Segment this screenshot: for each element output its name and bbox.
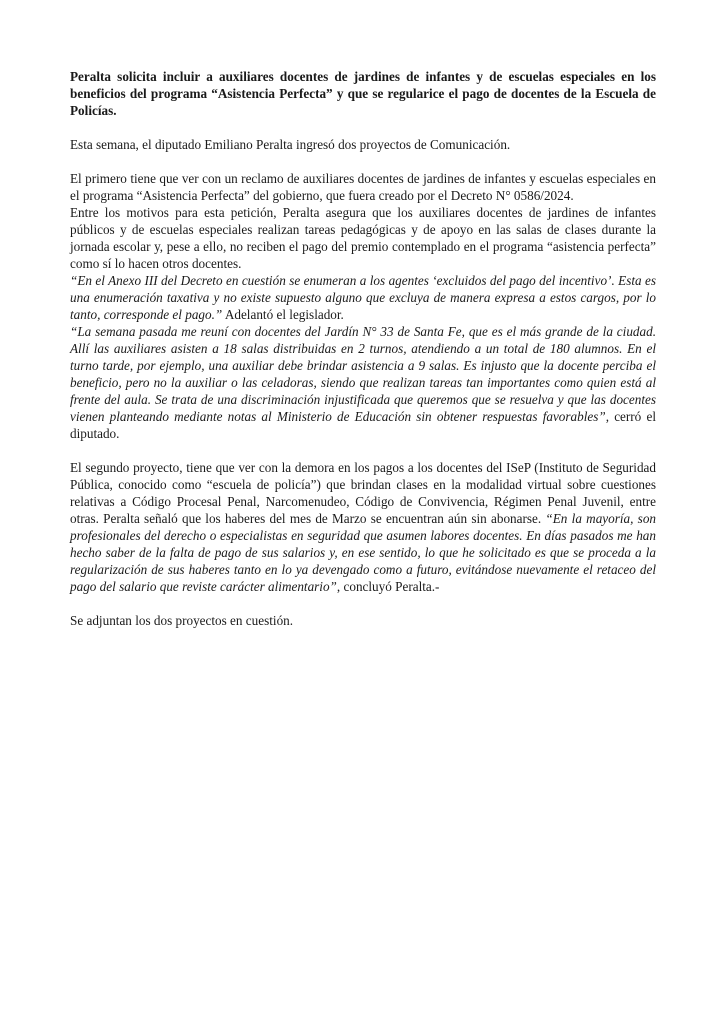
isep-quote: “En la mayoría, son profesionales del derecho o especialistas en seguridad que asumen labores docentes. En días pasados me han hecho saber de la falta de pago de sus salarios y, en ese sentido, lo que he solicitado es que se proceda a la regularización de sus haberes tanto en lo ya devengado como a futuro, evitándose nuevamente el retaceo del pago del salario que reviste carácter alimentario” <box>70 511 657 594</box>
headline: Peralta solicita incluir a auxiliares docentes de jardines de infantes y de escuelas especiales en los beneficios del programa “Asistencia Perfecta” y que se regularice el pago de docentes de la Escuela de Policías. <box>70 69 656 118</box>
closing-paragraph: Se adjuntan los dos proyectos en cuestión. <box>70 613 294 628</box>
second-project-text: El segundo proyecto, tiene que ver con la demora en los pagos a los docentes del ISeP (Instituto de Seguridad Pública, conocido como “escuela de policía”) que brindan clases en la modalidad virtual sobre cuestiones relativas a Código Procesal Penal, Narcomenudeo, Código de Convivencia, Régimen Penal Juvenil, entre otras. Peralta señaló que los haberes del mes de Marzo se encuentran aún sin abonarse. <box>70 460 656 526</box>
decree-quote-attribution: Adelantó el legislador. <box>222 307 344 322</box>
intro-paragraph: Esta semana, el diputado Emiliano Peralta ingresó dos proyectos de Comunicación. <box>70 137 511 152</box>
decree-quote: “En el Anexo III del Decreto en cuestión se enumeran a los agentes ‘excluidos del pago del incentivo’. Esta es una enumeración taxativa y no existe supuesto alguno que excluya de manera expresa a estos cargos, por lo tanto, corresponde el pago.” <box>70 273 656 322</box>
second-project-paragraph <box>70 459 656 595</box>
isep-quote-attribution: , concluyó Peralta.- <box>336 579 440 594</box>
document-page <box>70 68 656 629</box>
jardin-quote-paragraph <box>70 323 656 442</box>
jardin-quote: “La semana pasada me reuní con docentes del Jardín N° 33 de Santa Fe, que es el más grande de la ciudad. Allí las auxiliares asisten a 18 salas distribuidas en 2 turnos, atendiendo a un total de 180 alumnos. En el turno tarde, por ejemplo, una auxiliar debe brindar asistencia a 9 salas. Es injusto que la docente perciba el beneficio, pero no la auxiliar o las celadoras, siendo que realizan tareas tan importantes como quien está al frente del aula. Se trata de una discriminación injustificada que queremos que se resuelva y que las docentes vienen planteando mediante notas al Ministerio de Educación sin obtener respuestas favorables” <box>70 324 656 424</box>
first-project-paragraph: El primero tiene que ver con un reclamo de auxiliares docentes de jardines de infantes y escuelas especiales en el programa “Asistencia Perfecta” del gobierno, que fuera creado por el Decreto N° 0586/2024. <box>70 171 656 203</box>
jardin-quote-attribution: , cerró el diputado. <box>70 409 656 441</box>
motives-paragraph: Entre los motivos para esta petición, Peralta asegura que los auxiliares docentes de jardines de infantes públicos y de escuelas especiales realizan tareas pedagógicas y de apoyo en las salas de clases durante la jornada escolar y, pese a ello, no reciben el pago del premio contemplado en el programa “asistencia perfecta” como sí lo hacen otros docentes. <box>70 205 656 271</box>
decree-quote-paragraph <box>70 272 656 323</box>
